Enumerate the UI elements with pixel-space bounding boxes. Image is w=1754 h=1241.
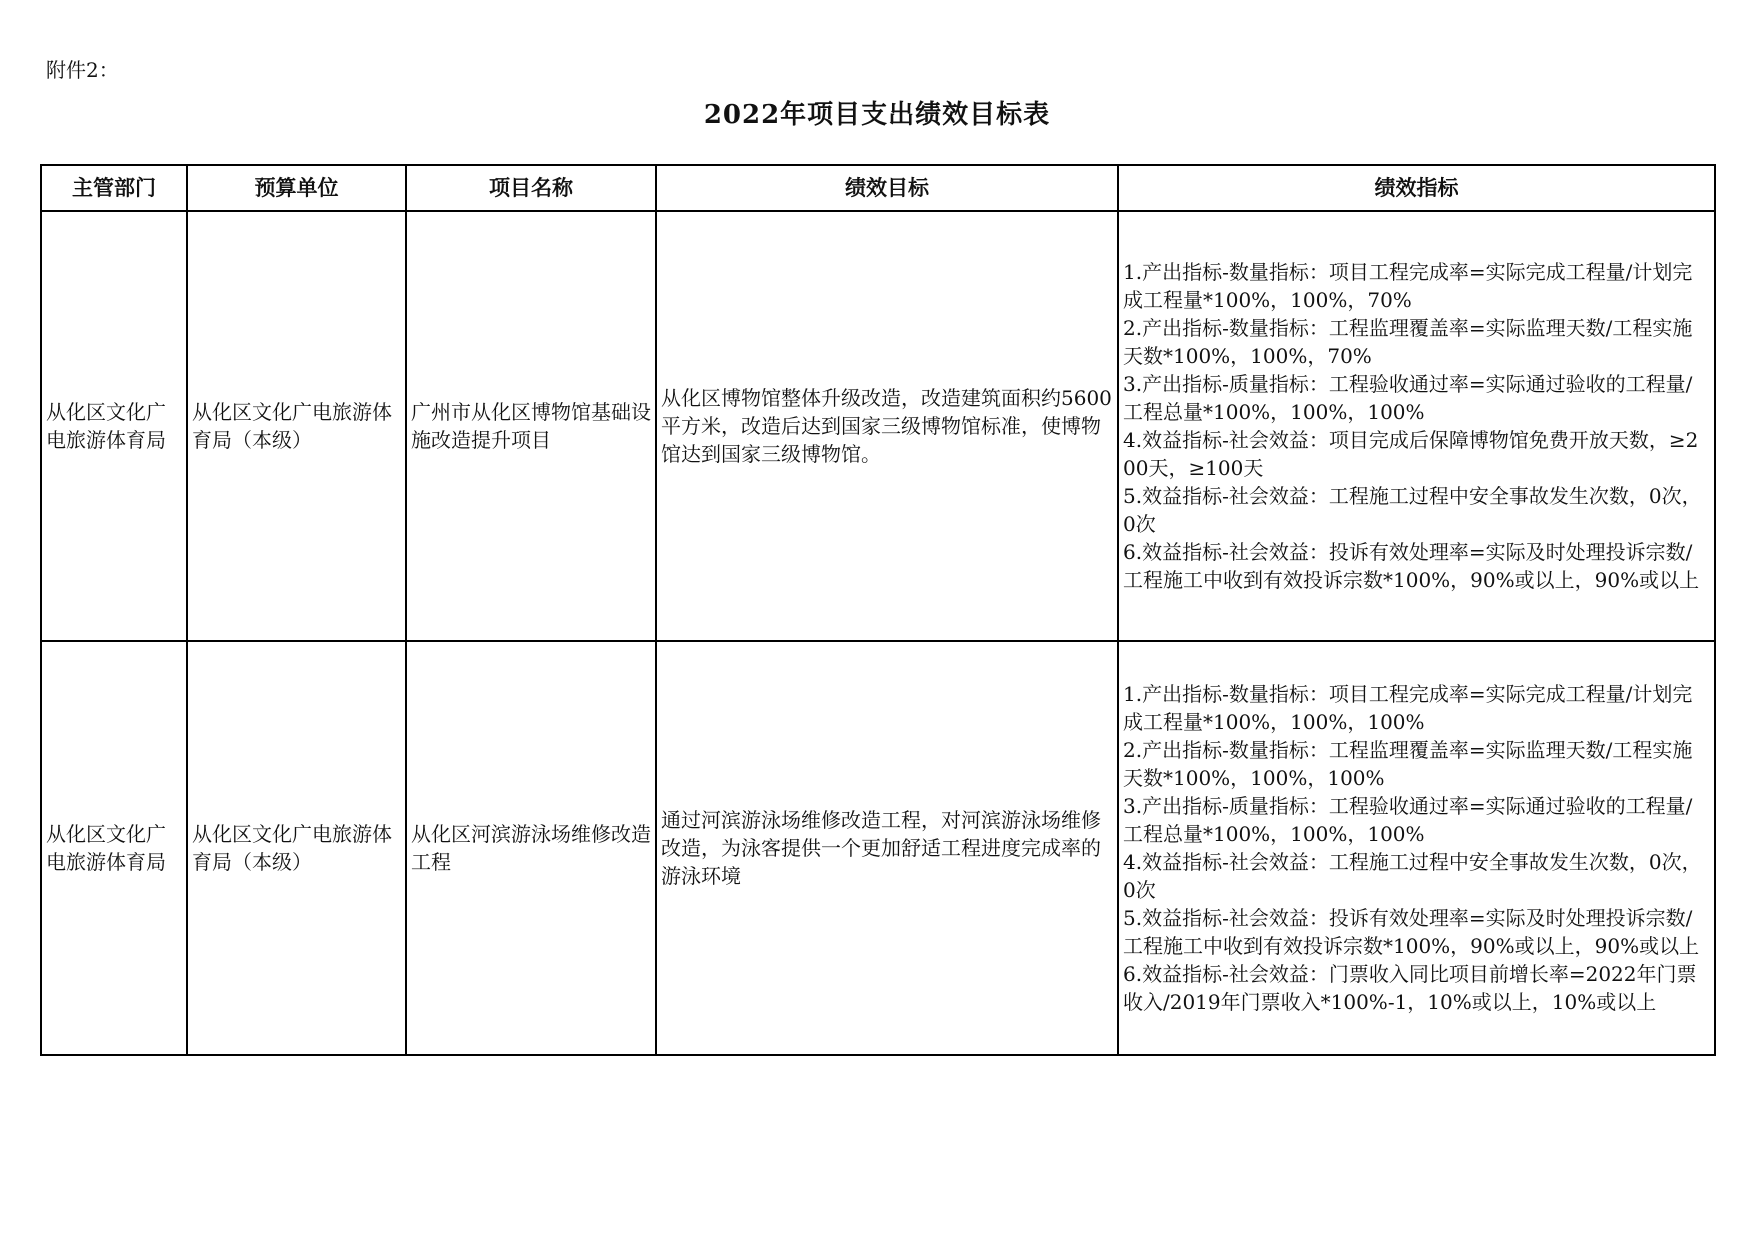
header-budget-unit: 预算单位	[187, 165, 406, 211]
indicator-item: 5.效益指标-社会效益：工程施工过程中安全事故发生次数，0次，0次	[1123, 484, 1702, 536]
header-project-name: 项目名称	[406, 165, 656, 211]
cell-budget-unit: 从化区文化广电旅游体育局（本级）	[187, 641, 406, 1055]
cell-goal: 通过河滨游泳场维修改造工程，对河滨游泳场维修改造，为泳客提供一个更加舒适工程进度完成率的游泳环境	[656, 641, 1118, 1055]
table-row	[41, 641, 1715, 1055]
header-department: 主管部门	[41, 165, 187, 211]
header-goal: 绩效目标	[656, 165, 1118, 211]
indicator-item: 4.效益指标-社会效益：项目完成后保障博物馆免费开放天数，≥200天，≥100天	[1123, 428, 1699, 480]
cell-project-name: 从化区河滨游泳场维修改造工程	[406, 641, 656, 1055]
indicator-item: 3.产出指标-质量指标：工程验收通过率=实际通过验收的工程量/工程总量*100%，100%，100%	[1123, 794, 1693, 846]
indicator-item: 2.产出指标-数量指标：工程监理覆盖率=实际监理天数/工程实施天数*100%，100%，100%	[1123, 738, 1693, 790]
table-header-row	[41, 165, 1715, 211]
cell-project-name: 广州市从化区博物馆基础设施改造提升项目	[406, 211, 656, 641]
indicator-item: 5.效益指标-社会效益：投诉有效处理率=实际及时处理投诉宗数/工程施工中收到有效投诉宗数*100%，90%或以上，90%或以上	[1123, 906, 1700, 958]
indicator-item: 1.产出指标-数量指标：项目工程完成率=实际完成工程量/计划完成工程量*100%，100%，100%	[1123, 682, 1693, 734]
indicator-item: 2.产出指标-数量指标：工程监理覆盖率=实际监理天数/工程实施天数*100%，100%，70%	[1123, 316, 1693, 368]
cell-department: 从化区文化广电旅游体育局	[41, 211, 187, 641]
cell-department: 从化区文化广电旅游体育局	[41, 641, 187, 1055]
cell-indicators	[1118, 641, 1715, 1055]
cell-budget-unit: 从化区文化广电旅游体育局（本级）	[187, 211, 406, 641]
indicator-item: 1.产出指标-数量指标：项目工程完成率=实际完成工程量/计划完成工程量*100%，100%，70%	[1123, 260, 1693, 312]
page-title: 2022年项目支出绩效目标表	[703, 100, 1051, 130]
indicator-item: 6.效益指标-社会效益：投诉有效处理率=实际及时处理投诉宗数/工程施工中收到有效投诉宗数*100%，90%或以上，90%或以上	[1123, 540, 1700, 592]
indicator-item: 6.效益指标-社会效益：门票收入同比项目前增长率=2022年门票收入/2019年门票收入*100%-1，10%或以上，10%或以上	[1123, 962, 1697, 1014]
indicator-item: 3.产出指标-质量指标：工程验收通过率=实际通过验收的工程量/工程总量*100%，100%，100%	[1123, 372, 1693, 424]
table-row	[41, 211, 1715, 641]
cell-goal: 从化区博物馆整体升级改造，改造建筑面积约5600平方米，改造后达到国家三级博物馆标准，使博物馆达到国家三级博物馆。	[656, 211, 1118, 641]
header-indicators: 绩效指标	[1118, 165, 1715, 211]
performance-target-table	[40, 164, 1716, 1056]
indicator-item: 4.效益指标-社会效益：工程施工过程中安全事故发生次数，0次，0次	[1123, 850, 1702, 902]
cell-indicators	[1118, 211, 1715, 641]
attachment-label: 附件2：	[46, 58, 119, 82]
